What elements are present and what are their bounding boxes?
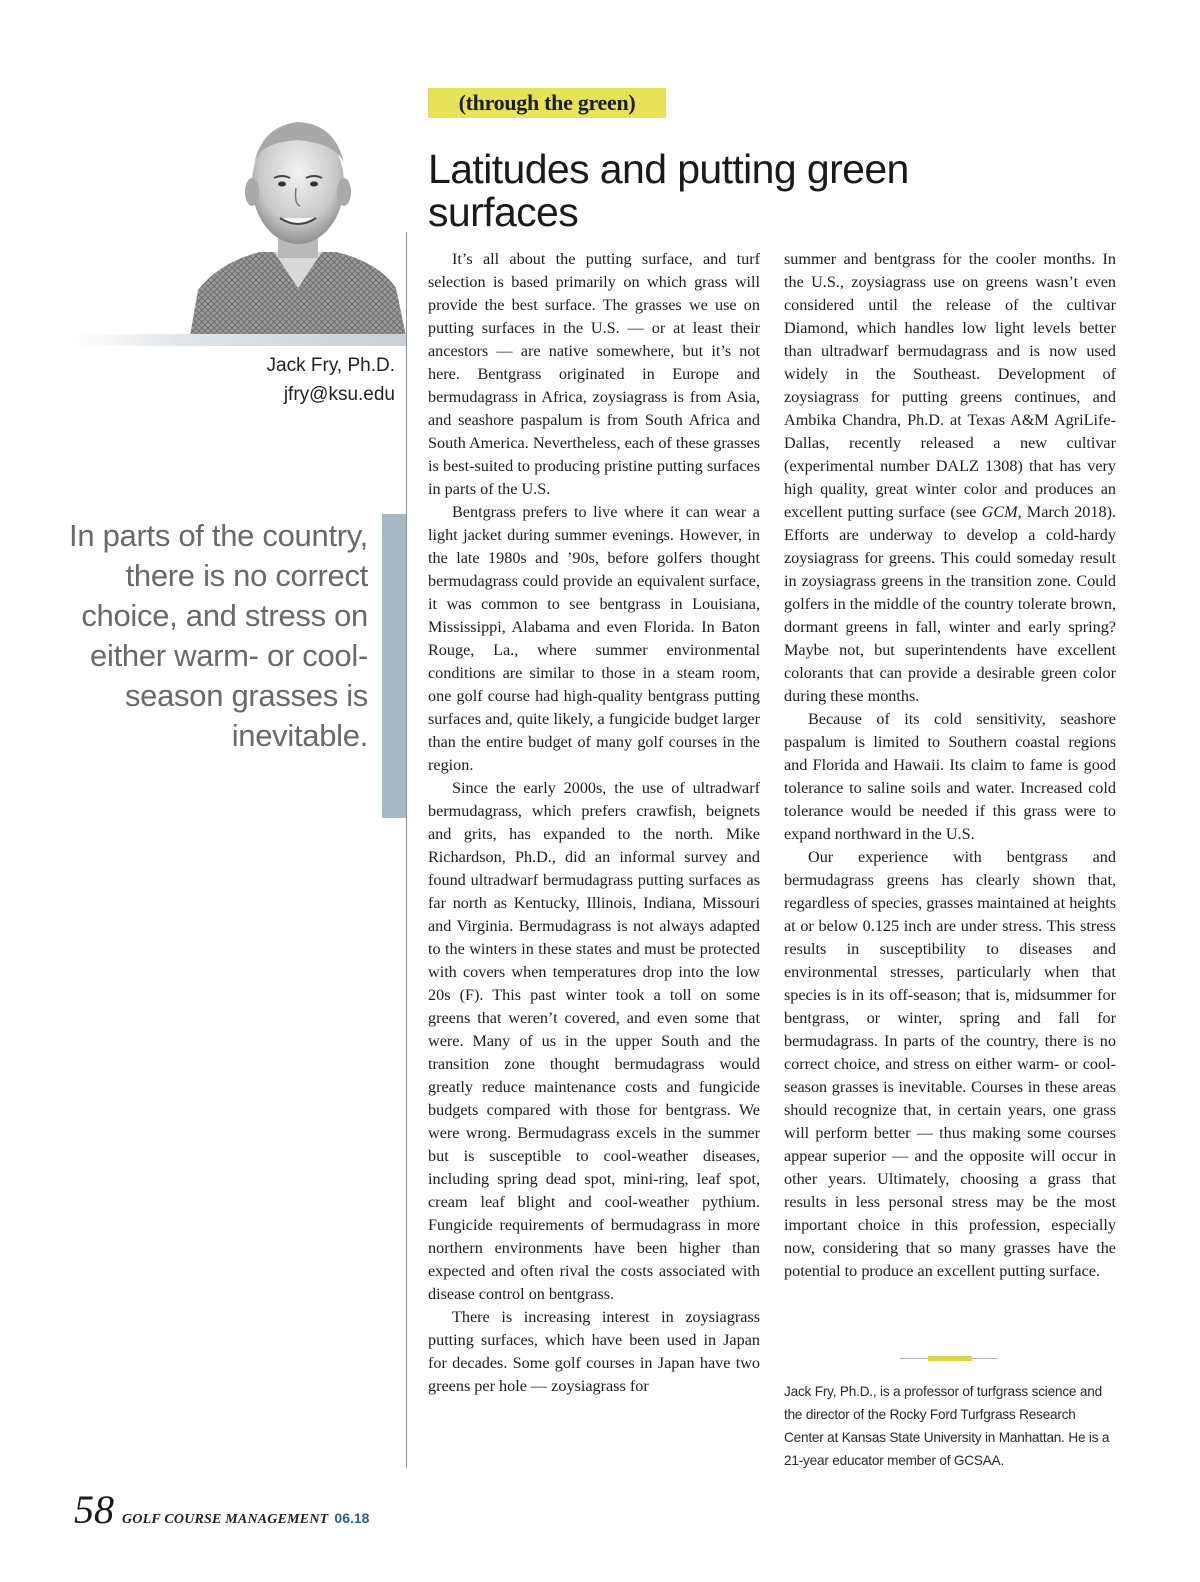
paragraph: Bentgrass prefers to live where it can wear a light jacket during summer evenings. However, in the late 1980s and ’90s, before golfers thought bermudagrass could provide an equivalent surface, it was common to see bentgrass in Louisiana, Mississippi, Alabama and even Florida. In Baton Rouge, La., where summer environmental conditions are similar to those in a steam room, one golf course had high-quality bentgrass putting surfaces and, quite likely, a fungicide budget larger than the entire budget of many golf courses in the region. bbox=[428, 503, 760, 774]
paragraph: Because of its cold sensitivity, seashore paspalum is limited to Southern coastal regions and Florida and Hawaii. Its claim to fame is good tolerance to saline soils and water. Increased cold tolerance would be needed if this grass were to expand northward in the U.S. bbox=[784, 710, 1116, 843]
paragraph-text: , March 2018). Efforts are underway to develop a cold-hardy zoysiagrass for greens. This could someday result in zoysiagrass greens in the transition zone. Could golfers in the middle of the country tolerate brown, dormant greens in fall, winter and early spring? Maybe not, but superintendents have excellent colorants that can provide a desirable green color during these months. bbox=[784, 503, 1117, 705]
author-portrait bbox=[190, 112, 406, 336]
paragraph-text: summer and bentgrass for the cooler months. In the U.S., zoysiagrass use on greens wasn’t even considered until the release of the cultivar Diamond, which handles low light levels better than ultradwarf bermudagrass and is now used widely in the Southeast. Development of zoysiagrass for putting greens continues, and Ambika Chandra, Ph.D. at Texas A&M AgriLife-Dallas, recently released a new cultivar (experimental number DALZ 1308) that has very high quality, great winter color and produces an excellent putting surface (see bbox=[784, 250, 1116, 521]
paragraph: It’s all about the putting surface, and turf selection is based primarily on which grass will provide the best surface. The grasses we use on putting surfaces in the U.S. — or at least their ancestors — are native somewhere, but it’s not here. Bentgrass originated in Europe and bermudagrass in Africa, zoysiagrass is from Asia, and seashore paspalum is from South Africa and South America. Nevertheless, each of these grasses is best-suited to producing pristine putting surfaces in parts of the U.S. bbox=[428, 250, 760, 498]
article-column-2 bbox=[784, 248, 1116, 1283]
article-headline: Latitudes and putting green surfaces bbox=[428, 146, 909, 235]
paragraph: Since the early 2000s, the use of ultradwarf bermudagrass, which prefers crawfish, beignets and grits, has expanded to the north. Mike Richardson, Ph.D., did an informal survey and found ultradwarf bermudagrass putting surfaces as far north as Kentucky, Illinois, Indiana, Missouri and Virginia. Bermudagrass is not always adapted to the winters in these states and must be protected with covers when temperatures drop into the low 20s (F). This past winter took a toll on some greens that weren’t covered, and even some that were. Many of us in the upper South and the transition zone thought bermudagrass would greatly reduce maintenance costs and fungicide budgets compared with those for bentgrass. We were wrong. Bermudagrass excels in the summer but is susceptible to cool-weather diseases, including spring dead spot, mini-ring, leaf spot, cream leaf blight and cool-weather pythium. Fungicide requirements of bermudagrass in more northern environments have been higher than expected and often rival the costs associated with disease control on bentgrass. bbox=[428, 779, 760, 1303]
end-of-article-mark bbox=[928, 1356, 972, 1361]
author-name: Jack Fry, Ph.D. bbox=[266, 355, 395, 376]
paragraph: Our experience with bentgrass and bermudagrass greens has clearly shown that, regardless of species, grasses maintained at heights at or below 0.125 inch are under stress. This stress results in susceptibility to diseases and environmental stresses, particularly when that species is in its off-season; that is, midsummer for bentgrass, or winter, spring and fall for bermudagrass. In parts of the country, there is no correct choice, and stress on either warm- or cool-season grasses is inevitable. Courses in these areas should recognize that, in certain years, one grass will perform better — thus making some courses appear superior — and the opposite will occur in other years. Ultimately, choosing a grass that results in less personal stress may be the most important choice in this profession, especially now, considering that so many grasses have the potential to produce an excellent putting surface. bbox=[784, 848, 1116, 1280]
paragraph: There is increasing interest in zoysiagrass putting surfaces, which have been used in Japan for decades. Some golf courses in Japan have two greens per hole — zoysiagrass for bbox=[428, 1308, 760, 1395]
article-column-1 bbox=[428, 248, 760, 1398]
column-divider bbox=[406, 232, 407, 1468]
pull-quote: In parts of the country, there is no correct choice, and stress on either warm- or cool-season grasses is inevitable. bbox=[69, 518, 368, 753]
section-kicker: (through the green) bbox=[428, 88, 666, 118]
author-email[interactable]: jfry@ksu.edu bbox=[283, 384, 395, 405]
page-number: 58 bbox=[74, 1487, 114, 1532]
magazine-name: GOLF COURSE MANAGEMENT bbox=[122, 1512, 329, 1527]
page-folio bbox=[74, 1486, 369, 1533]
portrait-rule bbox=[70, 334, 406, 346]
issue-date: 06.18 bbox=[334, 1510, 370, 1526]
author-bio: Jack Fry, Ph.D., is a professor of turfgrass science and the director of the Rocky Ford Turfgrass Research Center at Kansas State University in Manhattan. He is a 21-year educator member of GCSAA. bbox=[784, 1384, 1110, 1468]
magazine-citation: GCM bbox=[981, 503, 1018, 521]
pull-quote-bar bbox=[382, 514, 406, 818]
paragraph-continued bbox=[784, 248, 1116, 708]
author-portrait-illustration bbox=[190, 112, 406, 336]
